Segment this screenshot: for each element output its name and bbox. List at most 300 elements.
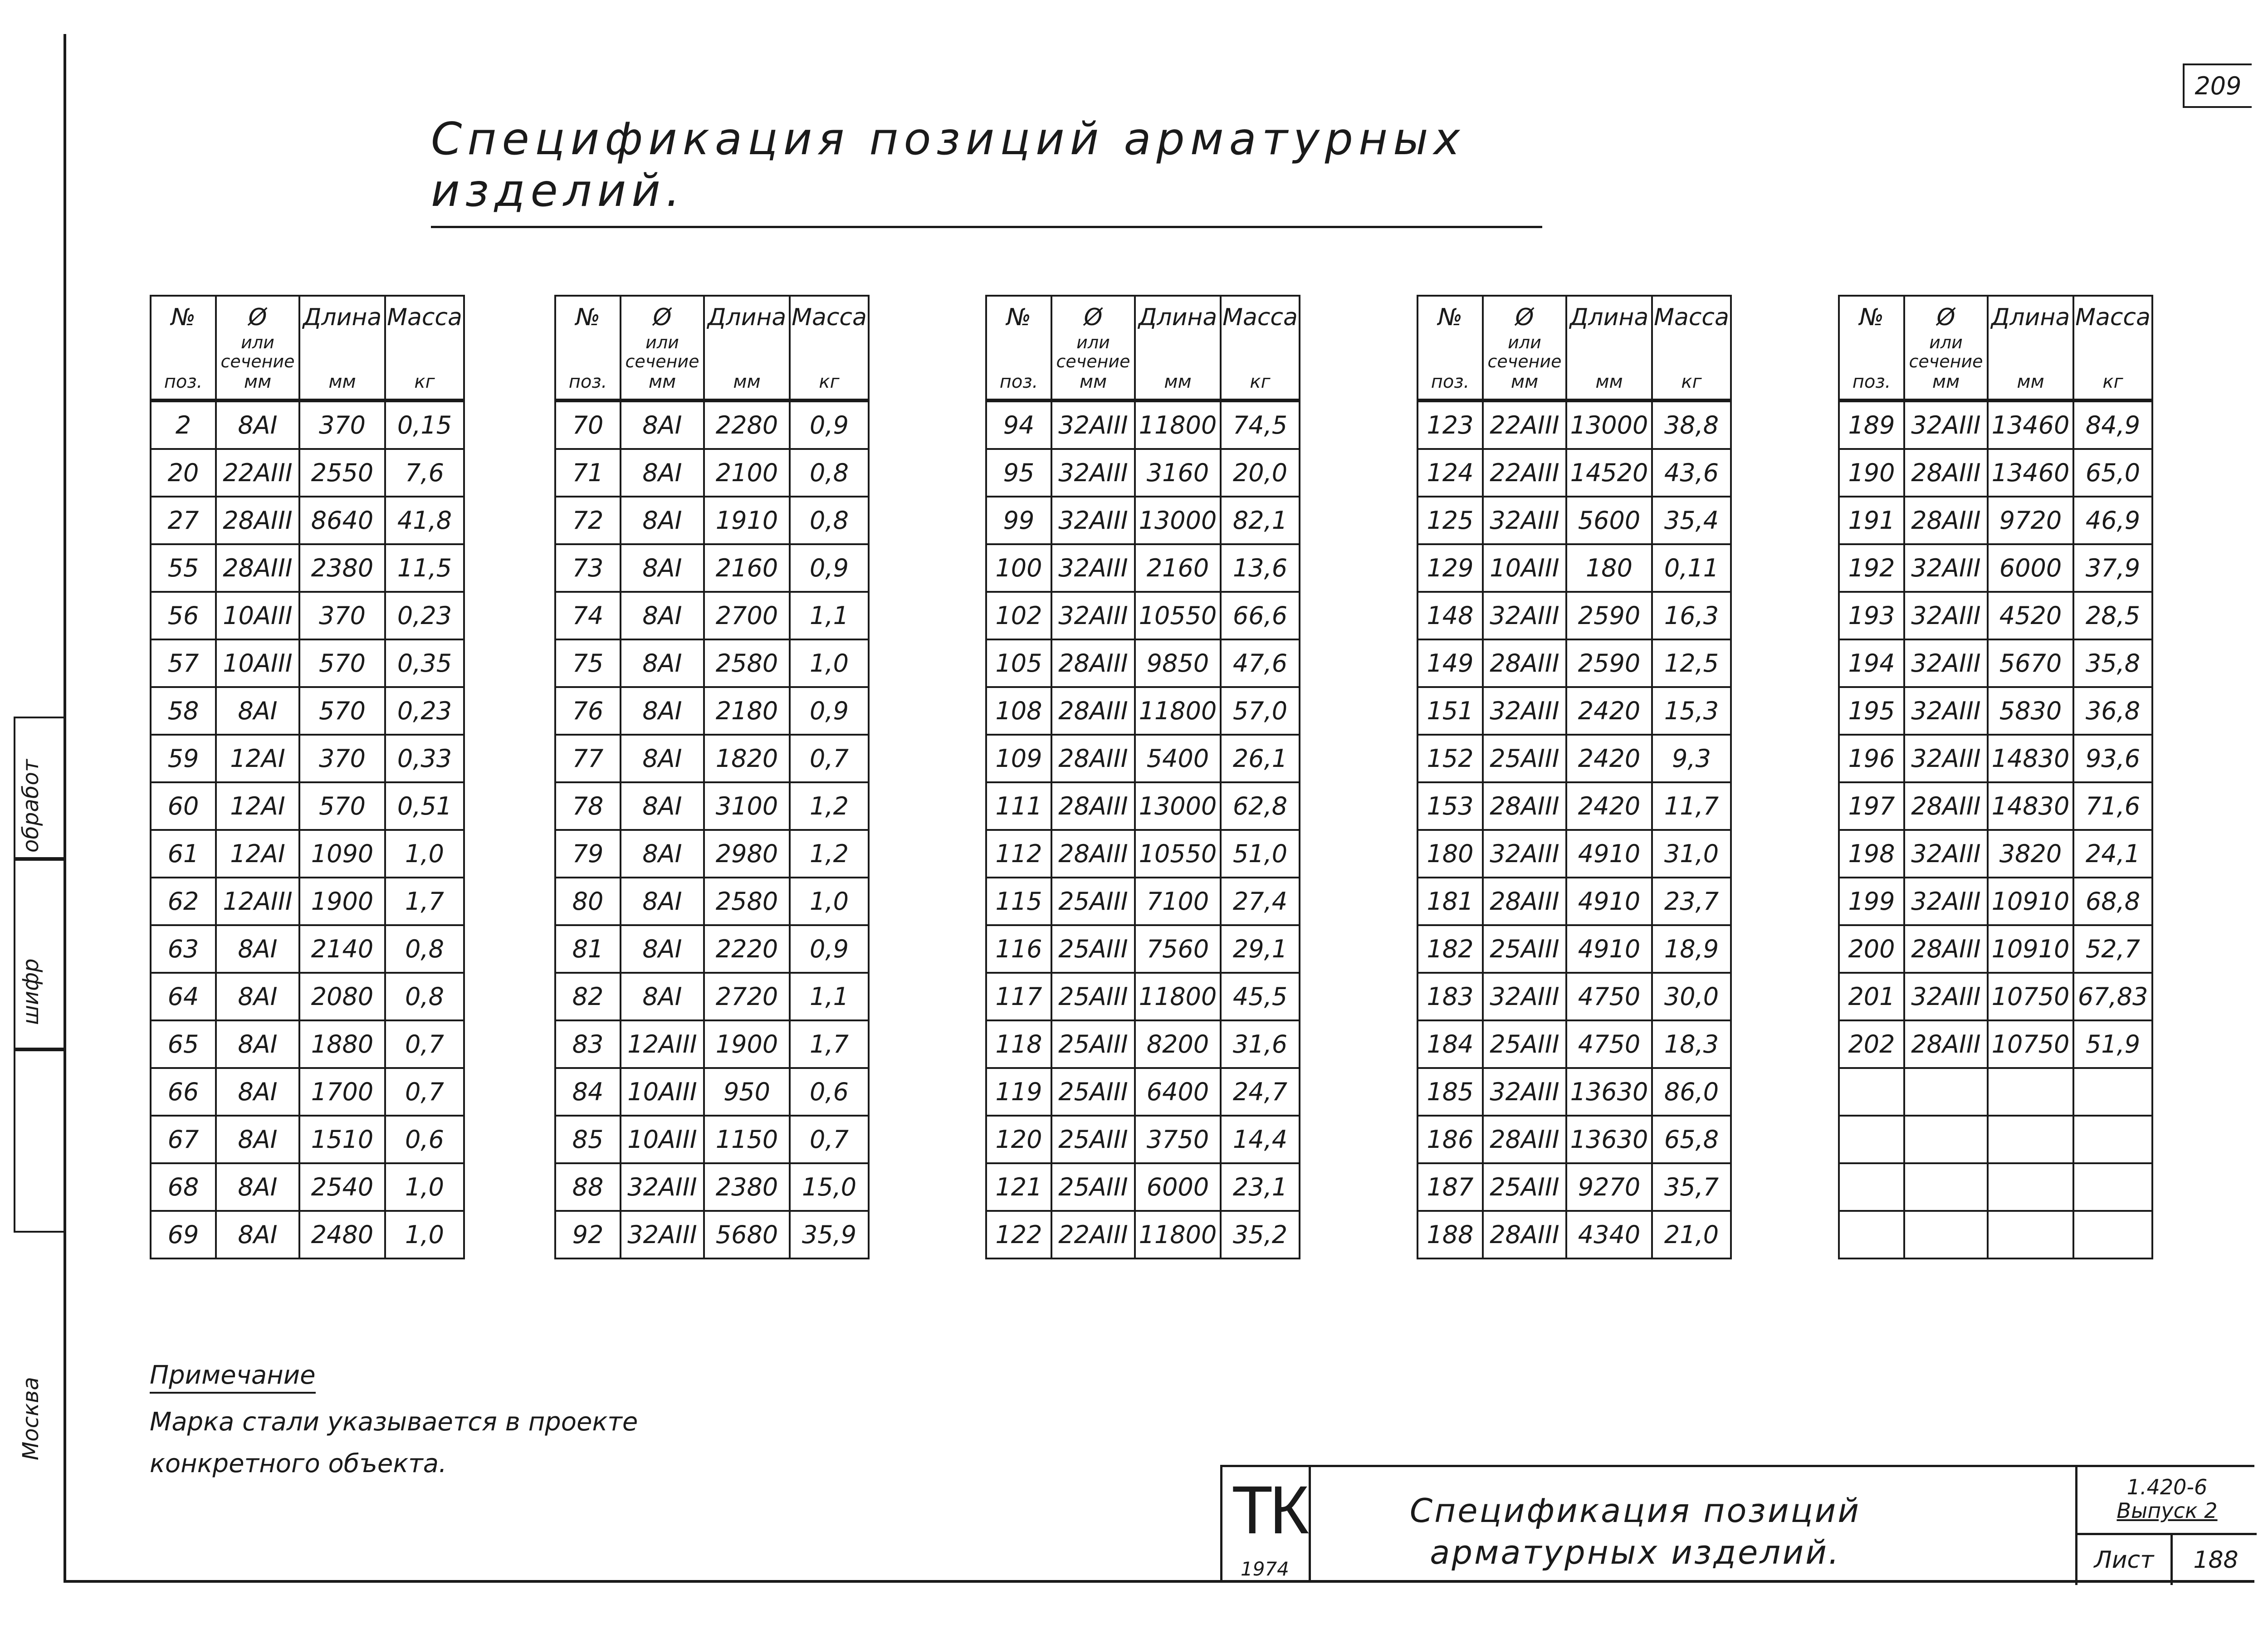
cell-position: 99 (986, 497, 1051, 544)
cell-mass: 35,2 (1221, 1211, 1300, 1258)
cell-length: 370 (299, 400, 385, 449)
header-label (1484, 333, 1565, 371)
cell-mass: 86,0 (1652, 1068, 1731, 1116)
col-header-length (1988, 296, 2073, 400)
cell-mass: 1,7 (385, 878, 464, 925)
cell-diameter: 8AI (216, 1211, 299, 1258)
spec-table (554, 295, 870, 1259)
cell-diameter: 25AIII (1051, 1068, 1135, 1116)
header-label: Длина (1991, 304, 2070, 331)
cell-length: 13000 (1135, 782, 1221, 830)
cell-mass: 52,7 (2073, 925, 2152, 973)
table-row (151, 973, 464, 1020)
cell-mass: 68,8 (2073, 878, 2152, 925)
cell-diameter: 8AI (216, 687, 299, 735)
table-row (1839, 400, 2152, 449)
cell-mass: 31,6 (1221, 1020, 1300, 1068)
cell-mass: 0,23 (385, 687, 464, 735)
cell-diameter: 10AIII (1483, 544, 1566, 592)
header-label: мм (2017, 371, 2044, 392)
cell-length: 1910 (704, 497, 790, 544)
header-label: № (1006, 304, 1031, 331)
table-row (1418, 830, 1731, 878)
header-label: сечение (1909, 351, 1983, 371)
cell-diameter: 28AIII (1051, 830, 1135, 878)
table-row (1839, 782, 2152, 830)
cell-length: 11800 (1135, 687, 1221, 735)
cell-mass: 20,0 (1221, 449, 1300, 497)
cell-length: 11800 (1135, 1211, 1221, 1258)
page-number: 209 (2183, 63, 2252, 108)
col-header-mass (1221, 296, 1300, 400)
cell-mass: 23,7 (1652, 878, 1731, 925)
cell-diameter: 25AIII (1051, 1020, 1135, 1068)
table-row (151, 1020, 464, 1068)
cell-diameter: 8AI (621, 544, 704, 592)
cell-position (1839, 1068, 1904, 1116)
cell-diameter: 8AI (216, 400, 299, 449)
table-row (555, 735, 869, 782)
cell-diameter: 32AIII (1904, 687, 1988, 735)
header-label: кг (414, 371, 435, 392)
cell-position: 112 (986, 830, 1051, 878)
cell-diameter: 8AI (621, 497, 704, 544)
cell-length: 2480 (299, 1211, 385, 1258)
cell-length: 10910 (1988, 925, 2073, 973)
cell-position: 74 (555, 592, 621, 639)
table-row (555, 782, 869, 830)
cell-mass: 13,6 (1221, 544, 1300, 592)
cell-diameter: 10AIII (621, 1068, 704, 1116)
cell-mass: 84,9 (2073, 400, 2152, 449)
table-row (1839, 592, 2152, 639)
cell-position: 186 (1418, 1116, 1483, 1163)
cell-diameter: 22AIII (1483, 400, 1566, 449)
cell-position: 66 (151, 1068, 216, 1116)
cell-length (1988, 1068, 2073, 1116)
stamp-code: 1.420-6 (2126, 1475, 2208, 1499)
cell-length: 5600 (1566, 497, 1652, 544)
cell-mass: 0,7 (790, 735, 869, 782)
cell-mass: 26,1 (1221, 735, 1300, 782)
cell-diameter: 32AIII (1483, 497, 1566, 544)
cell-mass: 0,8 (385, 973, 464, 1020)
cell-position: 125 (1418, 497, 1483, 544)
cell-diameter: 8AI (216, 1163, 299, 1211)
header-label (1905, 333, 1987, 371)
cell-length: 2700 (704, 592, 790, 639)
cell-diameter: 28AIII (216, 497, 299, 544)
table-row (1418, 735, 1731, 782)
cell-mass: 43,6 (1652, 449, 1731, 497)
cell-diameter: 8AI (216, 1116, 299, 1163)
cell-length: 2420 (1566, 782, 1652, 830)
table-row (1839, 878, 2152, 925)
stamp-code-cell (2075, 1467, 2257, 1535)
cell-position: 189 (1839, 400, 1904, 449)
cell-mass: 1,1 (790, 592, 869, 639)
cell-position: 76 (555, 687, 621, 735)
table-row (151, 735, 464, 782)
cell-position: 70 (555, 400, 621, 449)
table-row (1418, 544, 1731, 592)
table-row (1839, 735, 2152, 782)
spec-table (985, 295, 1300, 1259)
cell-position: 77 (555, 735, 621, 782)
table-row (151, 497, 464, 544)
header-label: поз. (164, 371, 203, 392)
col-header-diameter (216, 296, 299, 400)
table-row (555, 973, 869, 1020)
cell-position: 61 (151, 830, 216, 878)
table-row (555, 878, 869, 925)
cell-mass: 14,4 (1221, 1116, 1300, 1163)
cell-position: 120 (986, 1116, 1051, 1163)
table-row (1418, 497, 1731, 544)
cell-position: 191 (1839, 497, 1904, 544)
table-row (151, 544, 464, 592)
cell-mass: 31,0 (1652, 830, 1731, 878)
cell-position: 78 (555, 782, 621, 830)
cell-position (1839, 1116, 1904, 1163)
cell-length: 13000 (1135, 497, 1221, 544)
cell-length: 11800 (1135, 973, 1221, 1020)
col-header-diameter (1051, 296, 1135, 400)
cell-position: 190 (1839, 449, 1904, 497)
cell-mass: 35,7 (1652, 1163, 1731, 1211)
cell-position: 201 (1839, 973, 1904, 1020)
cell-mass: 57,0 (1221, 687, 1300, 735)
cell-length: 3100 (704, 782, 790, 830)
cell-length: 4910 (1566, 878, 1652, 925)
cell-diameter: 28AIII (1483, 878, 1566, 925)
table-row (151, 1163, 464, 1211)
cell-length: 5680 (704, 1211, 790, 1258)
cell-mass (2073, 1068, 2152, 1116)
cell-position: 27 (151, 497, 216, 544)
header-label: Масса (1654, 304, 1729, 331)
stamp-year: 1974 (1241, 1558, 1289, 1580)
cell-length: 6400 (1135, 1068, 1221, 1116)
table-row (1418, 973, 1731, 1020)
cell-length (1988, 1163, 2073, 1211)
table-row (1418, 592, 1731, 639)
header-label: поз. (1852, 371, 1891, 392)
cell-position: 81 (555, 925, 621, 973)
table-row (1418, 639, 1731, 687)
cell-position (1839, 1211, 1904, 1258)
cell-mass: 93,6 (2073, 735, 2152, 782)
cell-length: 7100 (1135, 878, 1221, 925)
table-row (986, 544, 1300, 592)
cell-position: 198 (1839, 830, 1904, 878)
table-row (555, 592, 869, 639)
table-row (1839, 925, 2152, 973)
cell-diameter: 32AIII (1483, 592, 1566, 639)
cell-diameter: 10AIII (216, 592, 299, 639)
cell-position: 195 (1839, 687, 1904, 735)
header-label: поз. (1431, 371, 1470, 392)
cell-length: 2380 (704, 1163, 790, 1211)
cell-length: 14830 (1988, 735, 2073, 782)
table-row (151, 1211, 464, 1258)
cell-diameter: 32AIII (1483, 1068, 1566, 1116)
cell-diameter: 10AIII (216, 639, 299, 687)
col-header-diameter (621, 296, 704, 400)
cell-position: 117 (986, 973, 1051, 1020)
col-header-diameter (1483, 296, 1566, 400)
table-row (1418, 1163, 1731, 1211)
table-row (555, 1163, 869, 1211)
cell-mass: 71,6 (2073, 782, 2152, 830)
cell-position: 72 (555, 497, 621, 544)
cell-diameter: 32AIII (1051, 449, 1135, 497)
stamp-sheet-number: 188 (2193, 1546, 2239, 1574)
cell-position: 59 (151, 735, 216, 782)
cell-mass: 62,8 (1221, 782, 1300, 830)
cell-mass: 0,6 (790, 1068, 869, 1116)
cell-length: 10550 (1135, 592, 1221, 639)
cell-diameter: 8AI (621, 449, 704, 497)
cell-length: 7560 (1135, 925, 1221, 973)
cell-mass: 0,9 (790, 925, 869, 973)
header-label: или (1508, 332, 1541, 352)
table-row (1418, 400, 1731, 449)
cell-diameter: 25AIII (1483, 735, 1566, 782)
stamp-issue: Выпуск 2 (2116, 1498, 2218, 1523)
cell-position: 109 (986, 735, 1051, 782)
cell-mass (2073, 1116, 2152, 1163)
header-label: или (645, 332, 679, 352)
table-row (1839, 544, 2152, 592)
header-label: Масса (2075, 304, 2151, 331)
cell-length: 570 (299, 782, 385, 830)
cell-position: 122 (986, 1211, 1051, 1258)
cell-position: 185 (1418, 1068, 1483, 1116)
header-label: кг (2102, 371, 2123, 392)
table-row (1839, 830, 2152, 878)
cell-diameter: 12AIII (216, 878, 299, 925)
cell-diameter: 32AIII (1051, 497, 1135, 544)
table-row (151, 639, 464, 687)
cell-position: 57 (151, 639, 216, 687)
cell-diameter: 32AIII (1904, 830, 1988, 878)
cell-diameter: 8AI (216, 925, 299, 973)
table-row (986, 782, 1300, 830)
cell-diameter: 8AI (216, 1020, 299, 1068)
cell-diameter: 32AIII (1904, 400, 1988, 449)
cell-position: 73 (555, 544, 621, 592)
header-label: или (1929, 332, 1963, 352)
table-row (555, 830, 869, 878)
col-header-number (555, 296, 621, 400)
cell-position: 84 (555, 1068, 621, 1116)
cell-length: 2420 (1566, 687, 1652, 735)
header-label: Длина (1138, 304, 1217, 331)
cell-length: 10750 (1988, 973, 2073, 1020)
cell-length: 9720 (1988, 497, 2073, 544)
cell-diameter: 28AIII (1051, 782, 1135, 830)
header-label: Ø (653, 304, 672, 331)
header-label: или (1076, 332, 1110, 352)
col-header-mass (2073, 296, 2152, 400)
cell-mass: 0,35 (385, 639, 464, 687)
cell-mass: 35,4 (1652, 497, 1731, 544)
header-label: кг (1250, 371, 1271, 392)
cell-position: 148 (1418, 592, 1483, 639)
cell-length: 13000 (1566, 400, 1652, 449)
cell-length: 3750 (1135, 1116, 1221, 1163)
cell-mass: 1,0 (790, 639, 869, 687)
cell-position: 149 (1418, 639, 1483, 687)
table-row (555, 925, 869, 973)
cell-length (1988, 1211, 2073, 1258)
header-label (217, 333, 298, 371)
cell-length: 13630 (1566, 1068, 1652, 1116)
cell-length: 2540 (299, 1163, 385, 1211)
header-label: поз. (568, 371, 607, 392)
header-label: Длина (1569, 304, 1649, 331)
header-label: Масса (792, 304, 867, 331)
cell-length: 2980 (704, 830, 790, 878)
cell-diameter: 32AIII (1051, 592, 1135, 639)
cell-mass: 1,1 (790, 973, 869, 1020)
cell-position: 95 (986, 449, 1051, 497)
cell-position: 181 (1418, 878, 1483, 925)
table-row (986, 1116, 1300, 1163)
side-cell-3 (14, 1048, 65, 1233)
cell-position: 183 (1418, 973, 1483, 1020)
cell-mass: 15,0 (790, 1163, 869, 1211)
tk-logo: ТК (1232, 1472, 1306, 1548)
cell-mass: 23,1 (1221, 1163, 1300, 1211)
cell-length: 2590 (1566, 639, 1652, 687)
cell-mass: 46,9 (2073, 497, 2152, 544)
cell-position: 153 (1418, 782, 1483, 830)
col-header-length (704, 296, 790, 400)
cell-mass: 18,3 (1652, 1020, 1731, 1068)
table-row (151, 449, 464, 497)
table-row (151, 782, 464, 830)
cell-position: 116 (986, 925, 1051, 973)
cell-mass (2073, 1211, 2152, 1258)
table-row (986, 639, 1300, 687)
cell-mass: 24,1 (2073, 830, 2152, 878)
cell-length: 1900 (299, 878, 385, 925)
cell-mass: 11,5 (385, 544, 464, 592)
cell-diameter: 8AI (621, 878, 704, 925)
cell-mass: 11,7 (1652, 782, 1731, 830)
cell-diameter: 8AI (216, 973, 299, 1020)
cell-length: 8200 (1135, 1020, 1221, 1068)
cell-mass: 0,8 (385, 925, 464, 973)
cell-mass: 0,9 (790, 400, 869, 449)
cell-position: 71 (555, 449, 621, 497)
cell-position: 199 (1839, 878, 1904, 925)
cell-position: 85 (555, 1116, 621, 1163)
cell-diameter: 28AIII (1904, 782, 1988, 830)
cell-position: 79 (555, 830, 621, 878)
table-row (1839, 639, 2152, 687)
header-label: или (241, 332, 274, 352)
spec-table (150, 295, 465, 1259)
cell-length: 370 (299, 592, 385, 639)
col-header-number (151, 296, 216, 400)
cell-position: 152 (1418, 735, 1483, 782)
header-label: сечение (220, 351, 295, 371)
cell-diameter: 22AIII (1051, 1211, 1135, 1258)
cell-mass: 45,5 (1221, 973, 1300, 1020)
table-row (555, 544, 869, 592)
cell-position: 188 (1418, 1211, 1483, 1258)
header-label: мм (1595, 371, 1623, 392)
cell-length: 4340 (1566, 1211, 1652, 1258)
table-row (986, 497, 1300, 544)
cell-mass: 0,9 (790, 687, 869, 735)
cell-length: 10550 (1135, 830, 1221, 878)
cell-position: 119 (986, 1068, 1051, 1116)
cell-mass: 0,6 (385, 1116, 464, 1163)
table-row (151, 925, 464, 973)
cell-length: 6000 (1135, 1163, 1221, 1211)
cell-position: 184 (1418, 1020, 1483, 1068)
cell-position: 194 (1839, 639, 1904, 687)
cell-length: 2590 (1566, 592, 1652, 639)
tk-box (1222, 1467, 1311, 1583)
cell-mass: 28,5 (2073, 592, 2152, 639)
cell-position: 108 (986, 687, 1051, 735)
col-header-mass (385, 296, 464, 400)
header-label (1052, 333, 1134, 371)
cell-diameter (1904, 1211, 1988, 1258)
spec-table (1417, 295, 1732, 1259)
cell-mass: 29,1 (1221, 925, 1300, 973)
header-label: кг (1681, 371, 1702, 392)
cell-position: 83 (555, 1020, 621, 1068)
header-label: Ø (1084, 304, 1103, 331)
cell-position: 124 (1418, 449, 1483, 497)
cell-mass: 1,0 (385, 830, 464, 878)
cell-length: 8640 (299, 497, 385, 544)
cell-diameter: 32AIII (1904, 735, 1988, 782)
cell-length: 14520 (1566, 449, 1652, 497)
cell-diameter: 32AIII (1904, 878, 1988, 925)
cell-diameter: 25AIII (1051, 878, 1135, 925)
cell-mass: 0,9 (790, 544, 869, 592)
cell-diameter (1904, 1116, 1988, 1163)
cell-diameter: 8AI (621, 782, 704, 830)
cell-mass: 67,83 (2073, 973, 2152, 1020)
cell-mass: 0,8 (790, 449, 869, 497)
cell-mass: 51,0 (1221, 830, 1300, 878)
cell-diameter: 32AIII (621, 1211, 704, 1258)
cell-length: 4520 (1988, 592, 2073, 639)
cell-mass: 12,5 (1652, 639, 1731, 687)
cell-position: 64 (151, 973, 216, 1020)
table-row (986, 400, 1300, 449)
cell-diameter: 22AIII (216, 449, 299, 497)
header-label: Масса (1222, 304, 1298, 331)
cell-mass: 1,7 (790, 1020, 869, 1068)
table-row (151, 400, 464, 449)
stamp-sheet-label: Лист (2077, 1535, 2173, 1585)
cell-length: 1880 (299, 1020, 385, 1068)
table-row (1839, 449, 2152, 497)
table-row (555, 1211, 869, 1258)
cell-diameter: 25AIII (1483, 1163, 1566, 1211)
cell-position: 100 (986, 544, 1051, 592)
table-row (986, 592, 1300, 639)
